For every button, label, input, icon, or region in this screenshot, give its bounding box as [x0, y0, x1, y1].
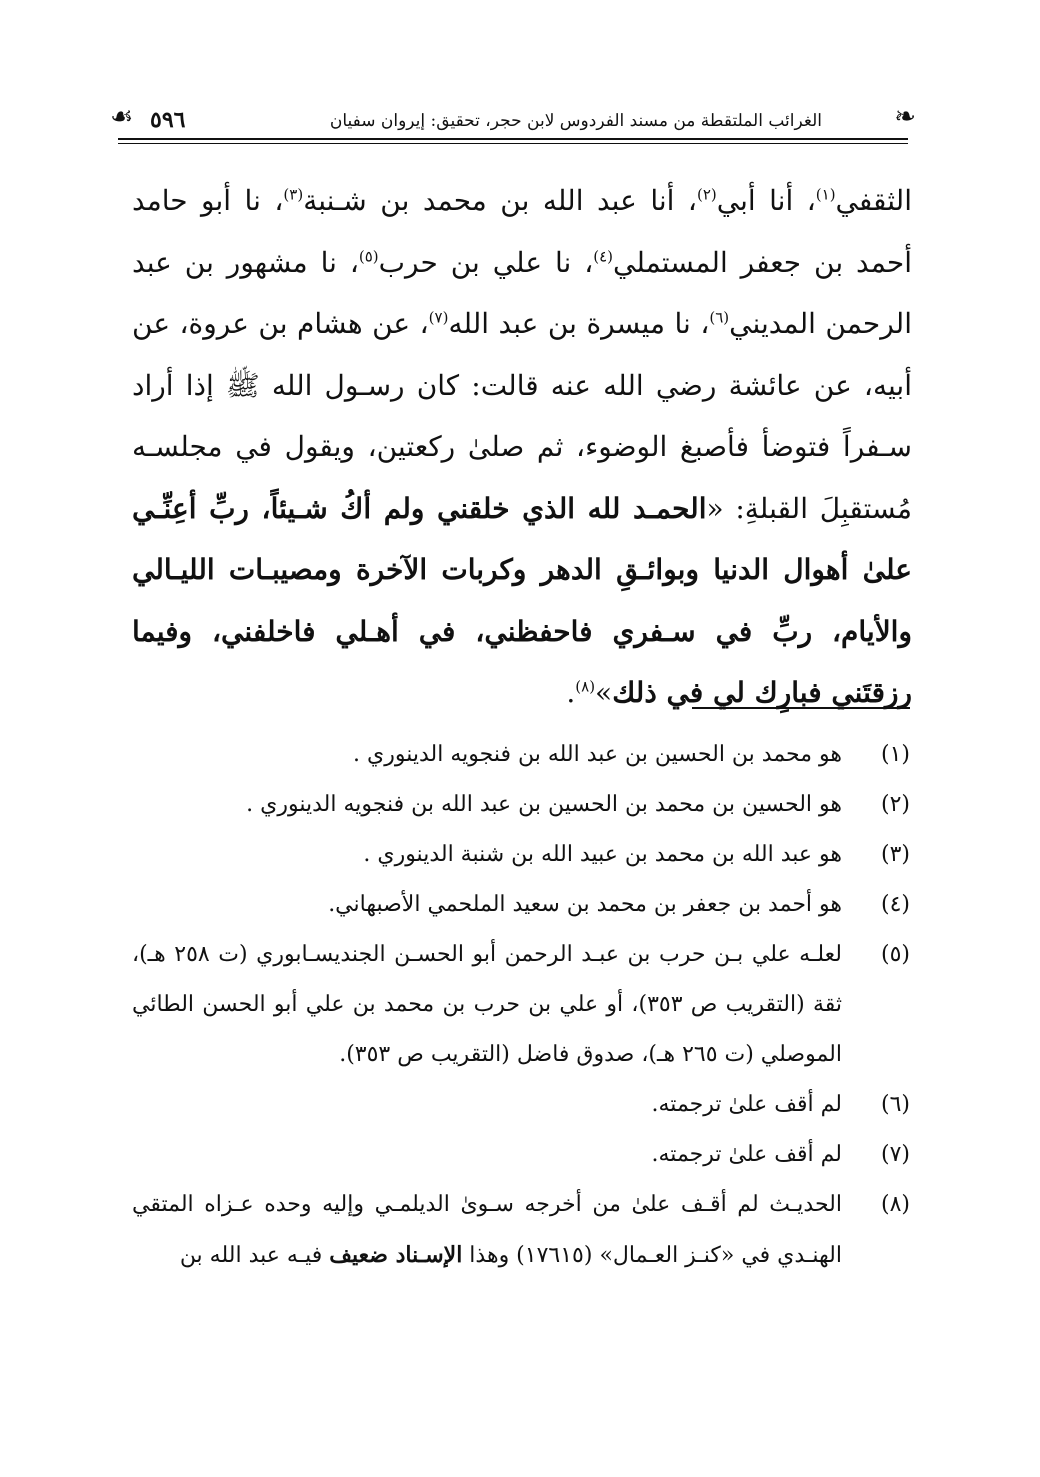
footnote-item — [132, 1180, 910, 1281]
footnote-ref[interactable]: (٢) — [696, 185, 717, 204]
footnote-number: (٨) — [880, 1192, 910, 1217]
text-segment: ، نا ميسرة بن عبد الله — [448, 307, 710, 340]
text-segment: ، عن هشام بن عروة، عن أبيه، عن عائشة رضي الله عنه قالت: كان رسـول الله ﷺ إذا أراد سـفراً فتوضأ فأصبغ الوضوء، ثم صلىٰ ركعتين، ويقول في مجلسـه مُستقبِلَ القبلةِ: « — [132, 307, 912, 525]
footnote-number: (٣) — [880, 842, 910, 867]
text-segment: ، أنا أبي — [716, 184, 816, 217]
footnote-ref[interactable]: (٣) — [283, 185, 304, 204]
footnote-number: (٧) — [880, 1142, 910, 1167]
footnote-number: (٥) — [880, 942, 910, 967]
ornament-right-icon: ❧ — [894, 102, 916, 132]
footnote-text-bold: الإسـناد ضعيف — [329, 1242, 463, 1268]
footnote-ref[interactable]: (٦) — [709, 308, 730, 327]
footnote-item — [132, 730, 910, 780]
footnote-item — [132, 880, 910, 930]
footnote-number: (٢) — [880, 792, 910, 817]
ornament-left-icon: ☙ — [110, 102, 134, 132]
footnote-number: (٦) — [880, 1092, 910, 1117]
footnote-item — [132, 930, 910, 1080]
footnote-item — [132, 1080, 910, 1130]
text-segment: ، أنا عبد الله بن محمد بن شـنبة — [303, 184, 697, 217]
footnote-text: هو محمد بن الحسين بن عبد الله بن فنجويه الدينوري . — [353, 742, 842, 767]
footnote-ref[interactable]: (٤) — [593, 247, 614, 266]
text-segment: » — [595, 676, 613, 709]
footnotes — [132, 730, 910, 1281]
footnote-text-part: الحديـث لم أقـف علىٰ من أخرجه سـوىٰ الديلمـي وإليه وحده عـزاه المتقي الهنـدي في «كنـز العـمال» (١٧٦١٥) وهذا — [132, 1192, 842, 1268]
header-rule-thin — [118, 143, 908, 144]
dua-text: الحمـد لله الذي خلقني ولم أكُ شـيئاً، ربِّ أعِنِّـي علىٰ أهوال الدنيا وبوائـقِ الدهر وكربات الآخرة ومصيبـات الليـالي والأيام، ربِّ في سـفري فاحفظني، في أهـلي فاخلفني، وفيما رزقتَني فبارِك لي في ذلك — [132, 491, 912, 709]
text-segment: ، نا علي بن حرب — [378, 245, 594, 279]
footnote-item — [132, 830, 910, 880]
footnote-ref[interactable]: (١) — [815, 185, 836, 204]
footnote-text: لعلـه علي بـن حرب بن عبـد الرحمن أبو الحسـن الجنديسـابوري (ت ٢٥٨ هـ)، ثقة (التقريب ص ٣٥٣)، أو علي بن حرب بن محمد بن علي أبو الحسن الطائي الموصلي (ت ٢٦٥ هـ)، صدوق فاضل (التقريب ص ٣٥٣). — [132, 942, 842, 1067]
footnote-number: (٤) — [880, 892, 910, 917]
footnote-separator — [692, 707, 910, 709]
footnote-number: (١) — [880, 742, 910, 767]
footnote-text — [132, 1180, 842, 1281]
footnote-text: هو الحسين بن محمد بن الحسين بن عبد الله بن فنجويه الدينوري . — [246, 792, 842, 817]
hadith-paragraph — [132, 170, 912, 724]
footnote-text-part: فيـه عبد الله بن — [179, 1243, 330, 1268]
footnote-text: هو عبد الله بن محمد بن عبيد الله بن شنبة الدينوري . — [363, 842, 842, 867]
footnote-ref[interactable]: (٥) — [358, 247, 379, 266]
footnote-text: لم أقف علىٰ ترجمته. — [651, 1092, 842, 1117]
page-number: ٥٩٦ — [150, 107, 186, 133]
footnote-item — [132, 1130, 910, 1180]
header-rule — [118, 138, 908, 140]
footnote-item — [132, 780, 910, 830]
text-segment: ، نا أبو حامد أحمد بن جعفر المستملي — [132, 184, 912, 279]
main-text — [132, 170, 912, 724]
footnote-text: هو أحمد بن جعفر بن محمد بن سعيد الملحمي الأصبهاني. — [328, 892, 842, 917]
text-segment: . — [566, 676, 576, 709]
running-header — [110, 100, 916, 146]
footnote-text: لم أقف علىٰ ترجمته. — [651, 1142, 842, 1167]
text-segment: ، نا مشهور بن عبد الرحمن المديني — [132, 245, 912, 340]
footnote-ref[interactable]: (٧) — [428, 308, 449, 327]
footnote-ref[interactable]: (٨) — [575, 677, 596, 696]
text-segment: الثقفي — [835, 184, 912, 217]
header-title: الغرائب الملتقطة من مسند الفردوس لابن حجر، تحقيق: إيروان سفيان — [329, 111, 822, 131]
